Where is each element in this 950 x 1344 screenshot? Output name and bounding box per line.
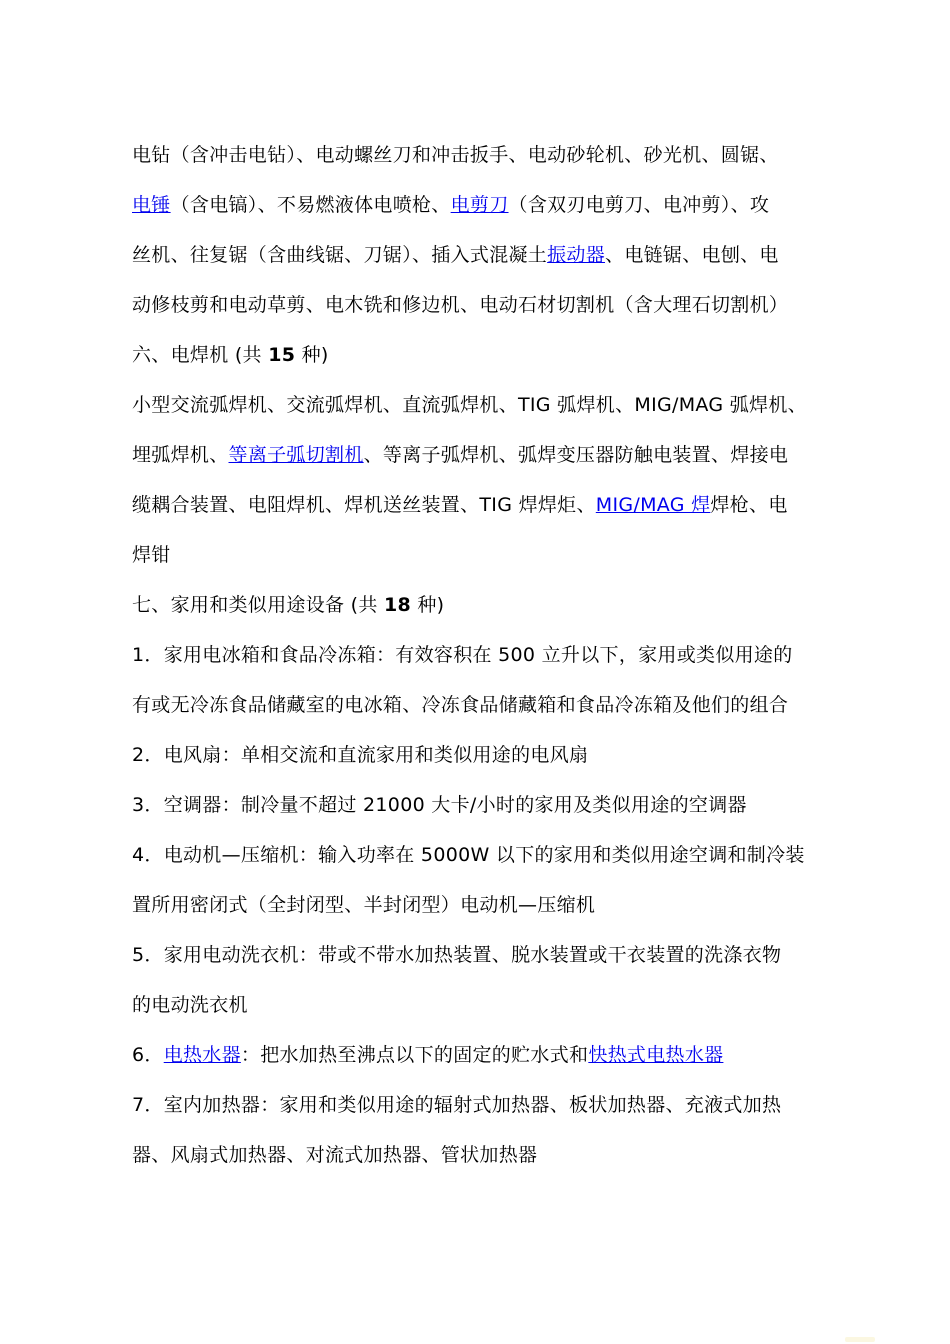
text-run: 、电链锯、电刨、电 [605,244,779,266]
hyperlink[interactable]: 电剪刀 [450,194,509,216]
text-run: 六、电焊机 (共 [132,344,269,366]
section-heading [132,580,884,630]
document-body [132,130,884,1180]
text-line [132,480,884,530]
text-line [132,630,884,680]
hyperlink[interactable]: 快热式电热水器 [588,1044,724,1066]
text-line [132,430,884,480]
text-run: 动修枝剪和电动草剪、电木铣和修边机、电动石材切割机（含大理石切割机） [132,294,789,316]
section-heading [132,330,884,380]
text-run: 5．家用电动洗衣机：带或不带水加热装置、脱水装置或干衣装置的洗涤衣物 [132,944,782,966]
count-number: 18 [384,594,412,616]
text-line [132,680,884,730]
hyperlink[interactable]: 振动器 [547,244,606,266]
text-run: 种) [295,344,329,366]
text-line [132,380,884,430]
text-run: 缆耦合装置、电阻焊机、焊机送丝装置、TIG 焊焊炬、 [132,494,596,516]
text-line [132,1080,884,1130]
hyperlink[interactable]: MIG/MAG 焊 [595,494,711,516]
text-run: 3．空调器：制冷量不超过 21000 大卡/小时的家用及类似用途的空调器 [132,794,747,816]
text-line [132,1130,884,1180]
text-line [132,730,884,780]
text-run: 电钻（含冲击电钻）、电动螺丝刀和冲击扳手、电动砂轮机、砂光机、圆锯、 [132,144,779,166]
text-line [132,830,884,880]
text-run: 4．电动机—压缩机：输入功率在 5000W 以下的家用和类似用途空调和制冷装 [132,844,805,866]
hyperlink[interactable]: 等离子弧切割机 [228,444,364,466]
text-line [132,1030,884,1080]
count-number: 15 [268,344,296,366]
text-line [132,280,884,330]
text-run: （含双刃电剪刀、电冲剪）、攻 [508,194,770,216]
text-run: 焊钳 [132,544,171,566]
hyperlink[interactable]: 电锤 [132,194,171,216]
text-run: 6． [132,1044,164,1066]
text-run: 种) [411,594,445,616]
text-run: ：把水加热至沸点以下的固定的贮水式和 [240,1044,589,1066]
text-run: 7．室内加热器：家用和类似用途的辐射式加热器、板状加热器、充液式加热 [132,1094,782,1116]
text-line [132,980,884,1030]
page-artifact [845,1337,875,1342]
text-run: 有或无冷冻食品储藏室的电冰箱、冷冻食品储藏箱和食品冷冻箱及他们的组合 [132,694,789,716]
hyperlink[interactable]: 电热水器 [163,1044,241,1066]
text-run: 器、风扇式加热器、对流式加热器、管状加热器 [132,1144,538,1166]
text-line [132,180,884,230]
text-run: （含电镐）、不易燃液体电喷枪、 [170,194,451,216]
text-run: 七、家用和类似用途设备 (共 [132,594,384,616]
text-run: 丝机、往复锯（含曲线锯、刀锯）、插入式混凝土 [132,244,548,266]
text-run: 、等离子弧焊机、弧焊变压器防触电装置、焊接电 [363,444,789,466]
text-line [132,930,884,980]
text-line [132,780,884,830]
text-run: 1．家用电冰箱和食品冷冻箱：有效容积在 500 立升以下，家用或类似用途的 [132,644,793,666]
text-line [132,880,884,930]
text-run: 2．电风扇：单相交流和直流家用和类似用途的电风扇 [132,744,589,766]
text-run: 小型交流弧焊机、交流弧焊机、直流弧焊机、TIG 弧焊机、MIG/MAG 弧焊机、 [132,394,807,416]
text-run: 焊枪、电 [710,494,788,516]
text-run: 置所用密闭式（全封闭型、半封闭型）电动机—压缩机 [132,894,596,916]
text-run: 的电动洗衣机 [132,994,248,1016]
text-line [132,530,884,580]
text-line [132,230,884,280]
text-line [132,130,884,180]
text-run: 埋弧焊机、 [132,444,229,466]
